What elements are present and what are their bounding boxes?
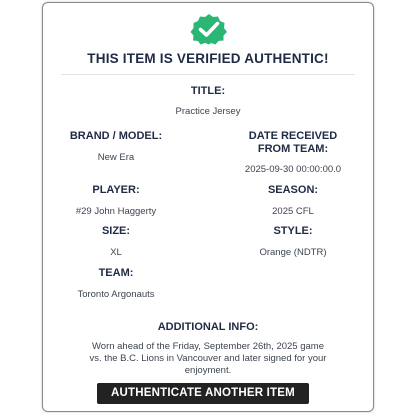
team-value: Toronto Argonauts xyxy=(77,289,155,300)
verified-check-badge-icon xyxy=(189,13,229,45)
size-value: XL xyxy=(110,247,122,258)
season-label: SEASON: xyxy=(267,184,319,196)
verified-headline: THIS ITEM IS VERIFIED AUTHENTIC! xyxy=(87,51,329,66)
style-value: Orange (NDTR) xyxy=(259,247,327,258)
verification-card xyxy=(42,2,374,412)
player-label: PLAYER: xyxy=(92,184,140,196)
additional-info-label: ADDITIONAL INFO: xyxy=(157,321,259,333)
additional-info-line: vs. the B.C. Lions in Vancouver and later signed for your xyxy=(89,353,327,364)
divider xyxy=(61,74,355,75)
additional-info-line: enjoyment. xyxy=(184,365,232,376)
team-label: TEAM: xyxy=(98,267,134,279)
additional-info-text xyxy=(53,341,363,377)
season-value: 2025 CFL xyxy=(272,206,314,217)
player-value: #29 John Haggerty xyxy=(75,206,157,217)
title-label: TITLE: xyxy=(190,85,226,97)
date-received-label-line2: FROM TEAM: xyxy=(257,143,329,155)
style-label: STYLE: xyxy=(273,225,313,237)
brand-model-label: BRAND / MODEL: xyxy=(69,130,163,142)
authenticate-another-item-button[interactable]: AUTHENTICATE ANOTHER ITEM xyxy=(97,383,309,404)
brand-model-value: New Era xyxy=(97,152,135,163)
additional-info-line: Worn ahead of the Friday, September 26th, 2025 game xyxy=(91,341,324,352)
title-value: Practice Jersey xyxy=(175,106,241,117)
date-received-label-line1: DATE RECEIVED xyxy=(248,130,338,142)
date-received-value: 2025-09-30 00:00:00.0 xyxy=(244,164,342,175)
size-label: SIZE: xyxy=(101,225,131,237)
